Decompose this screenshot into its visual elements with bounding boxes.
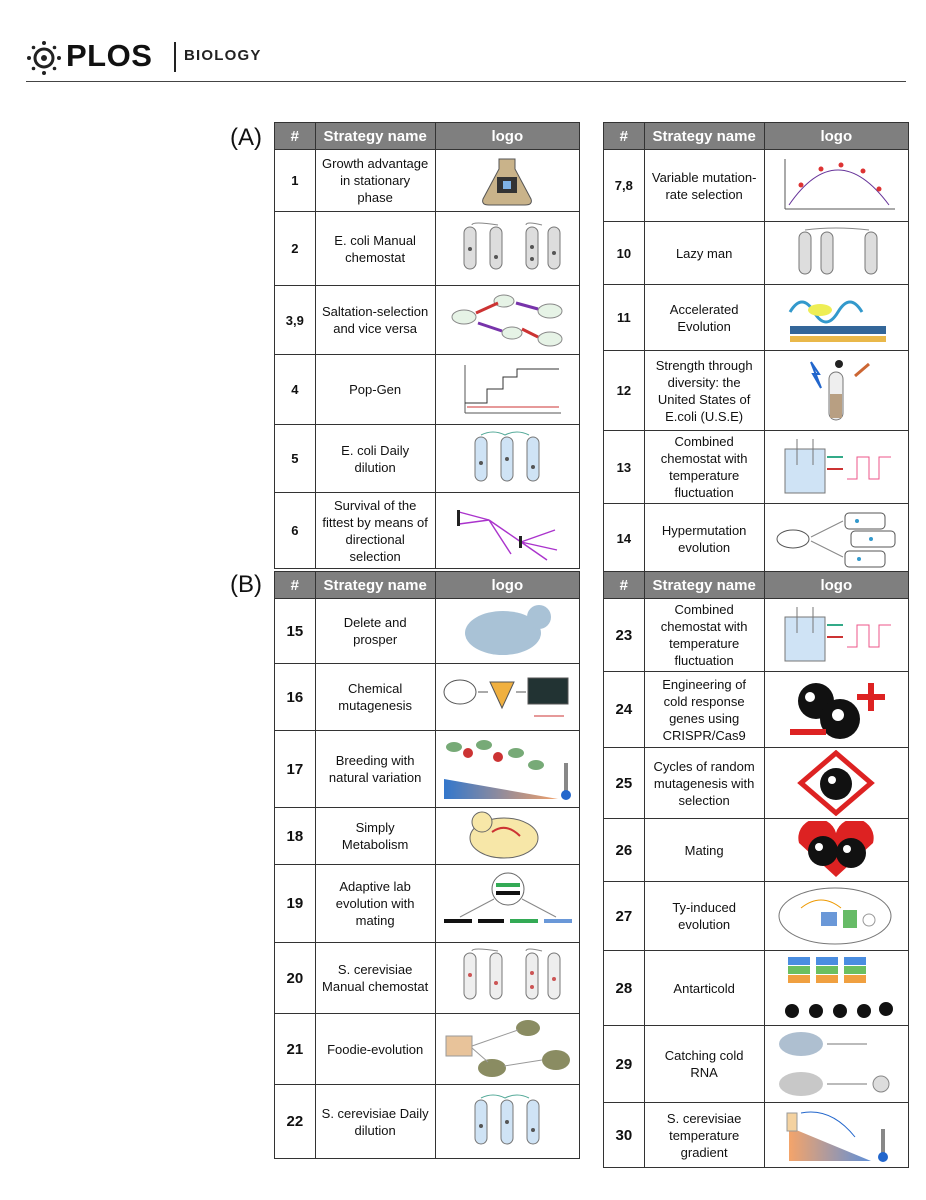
strategy-row bbox=[275, 493, 580, 569]
strategy-number: 27 bbox=[604, 882, 645, 951]
strategy-number: 30 bbox=[604, 1103, 645, 1168]
strategy-row bbox=[275, 286, 580, 355]
strategy-row bbox=[275, 664, 580, 731]
strategy-row bbox=[604, 599, 909, 672]
strategy-name: E. coli Daily dilution bbox=[315, 425, 435, 493]
strategy-name: Variable mutation-rate selection bbox=[644, 150, 764, 222]
strategy-logo bbox=[435, 493, 579, 569]
strategy-table-b-left bbox=[274, 571, 580, 1159]
column-header-number: # bbox=[604, 123, 645, 150]
strategy-logo bbox=[435, 1085, 579, 1159]
strategy-logo bbox=[764, 431, 908, 504]
dilution-tubes-icon bbox=[457, 429, 557, 489]
strategy-table-b-right bbox=[603, 571, 909, 1168]
strategy-table-a-left bbox=[274, 122, 580, 569]
strategy-name: Antarticold bbox=[644, 951, 764, 1026]
strategy-row bbox=[604, 1026, 909, 1103]
strategy-logo bbox=[435, 943, 579, 1014]
strategy-row bbox=[604, 1103, 909, 1168]
strategy-logo bbox=[764, 1026, 908, 1103]
header-divider bbox=[26, 81, 906, 82]
branching-icon bbox=[447, 500, 567, 562]
stacked-colonies-icon bbox=[776, 953, 896, 1023]
strategy-number: 28 bbox=[604, 951, 645, 1026]
strategy-logo bbox=[435, 599, 579, 664]
strategy-name: Pop-Gen bbox=[315, 355, 435, 425]
strategy-logo bbox=[764, 1103, 908, 1168]
strategy-row bbox=[275, 355, 580, 425]
heart-yeast-icon bbox=[781, 821, 891, 879]
column-header-name: Strategy name bbox=[644, 123, 764, 150]
strategy-name: E. coli Manual chemostat bbox=[315, 212, 435, 286]
strategy-logo bbox=[435, 808, 579, 865]
cells-cycle-icon bbox=[771, 509, 901, 569]
brand-name: PLOS bbox=[66, 38, 153, 73]
column-header-name: Strategy name bbox=[315, 572, 435, 599]
rna-flow-icon bbox=[771, 1028, 901, 1100]
strategy-number: 29 bbox=[604, 1026, 645, 1103]
strategy-row bbox=[275, 212, 580, 286]
strategy-number: 21 bbox=[275, 1014, 316, 1085]
yeast-cell-icon bbox=[447, 601, 567, 661]
saltation-diagram-icon bbox=[442, 289, 572, 351]
strategy-logo bbox=[435, 731, 579, 808]
crispr-yeast-icon bbox=[776, 675, 896, 745]
gradient-thermometer-icon bbox=[438, 733, 578, 805]
strategy-logo bbox=[764, 222, 908, 285]
strategy-row bbox=[275, 1014, 580, 1085]
strategy-number: 24 bbox=[604, 672, 645, 748]
strategy-logo bbox=[764, 150, 908, 222]
strategy-name: Foodie-evolution bbox=[315, 1014, 435, 1085]
journal-header bbox=[26, 36, 906, 82]
strategy-name: S. cerevisiae Manual chemostat bbox=[315, 943, 435, 1014]
strategy-number: 12 bbox=[604, 351, 645, 431]
strategy-logo bbox=[764, 819, 908, 882]
strategy-row bbox=[275, 943, 580, 1014]
strategy-name: Growth advantage in stationary phase bbox=[315, 150, 435, 212]
chemostat-icon bbox=[771, 603, 901, 667]
strategy-logo bbox=[435, 355, 579, 425]
strategy-row bbox=[604, 672, 909, 748]
strategy-row bbox=[275, 808, 580, 865]
strategy-logo bbox=[435, 150, 579, 212]
strategy-logo bbox=[764, 672, 908, 748]
yeast-metabolism-icon bbox=[452, 810, 562, 862]
strategy-number: 13 bbox=[604, 431, 645, 504]
strategy-number: 14 bbox=[604, 504, 645, 574]
strategy-number: 7,8 bbox=[604, 150, 645, 222]
strategy-number: 20 bbox=[275, 943, 316, 1014]
strategy-number: 5 bbox=[275, 425, 316, 493]
strategy-name: Breeding with natural variation bbox=[315, 731, 435, 808]
wave-arrows-icon bbox=[776, 288, 896, 348]
strategy-number: 19 bbox=[275, 865, 316, 943]
strategy-number: 1 bbox=[275, 150, 316, 212]
panel-label-a: (A) bbox=[230, 124, 262, 151]
strategy-number: 11 bbox=[604, 285, 645, 351]
foodie-icon bbox=[438, 1016, 578, 1082]
strategy-number: 4 bbox=[275, 355, 316, 425]
strategy-logo bbox=[764, 599, 908, 672]
strategy-number: 26 bbox=[604, 819, 645, 882]
strategy-name: Adaptive lab evolution with mating bbox=[315, 865, 435, 943]
dilution-tubes-icon bbox=[457, 1092, 557, 1152]
strategy-name: Combined chemostat with temperature fluctuation bbox=[644, 431, 764, 504]
column-header-logo: logo bbox=[435, 123, 579, 150]
column-header-logo: logo bbox=[764, 123, 908, 150]
strategy-number: 25 bbox=[604, 748, 645, 819]
strategy-name: Catching cold RNA bbox=[644, 1026, 764, 1103]
strategy-number: 15 bbox=[275, 599, 316, 664]
strategy-number: 18 bbox=[275, 808, 316, 865]
strategy-number: 22 bbox=[275, 1085, 316, 1159]
strategy-name: Delete and prosper bbox=[315, 599, 435, 664]
temp-gradient-icon bbox=[771, 1105, 901, 1165]
strategy-row bbox=[275, 599, 580, 664]
strategy-logo bbox=[764, 504, 908, 574]
strategy-logo bbox=[435, 664, 579, 731]
strategy-row bbox=[275, 150, 580, 212]
test-tubes-icon bbox=[442, 219, 572, 279]
strategy-name: Mating bbox=[644, 819, 764, 882]
parabola-graph-icon bbox=[771, 155, 901, 217]
strategy-logo bbox=[764, 351, 908, 431]
strategy-name: Simply Metabolism bbox=[315, 808, 435, 865]
column-header-name: Strategy name bbox=[315, 123, 435, 150]
ems-plating-icon bbox=[438, 666, 578, 728]
strategy-logo bbox=[435, 865, 579, 943]
strategy-row bbox=[604, 819, 909, 882]
tube-hazard-icon bbox=[781, 358, 891, 424]
strategy-row bbox=[604, 285, 909, 351]
strategy-logo bbox=[764, 748, 908, 819]
strategy-logo bbox=[435, 286, 579, 355]
strategy-row bbox=[275, 1085, 580, 1159]
column-header-logo: logo bbox=[435, 572, 579, 599]
strategy-logo bbox=[435, 425, 579, 493]
mating-bars-icon bbox=[438, 869, 578, 939]
strategy-row bbox=[604, 431, 909, 504]
strategy-row bbox=[604, 882, 909, 951]
strategy-logo bbox=[435, 1014, 579, 1085]
strategy-name: Accelerated Evolution bbox=[644, 285, 764, 351]
strategy-name: Hypermutation evolution bbox=[644, 504, 764, 574]
strategy-row bbox=[604, 351, 909, 431]
strategy-row bbox=[604, 222, 909, 285]
strategy-logo bbox=[435, 212, 579, 286]
panel-label-b: (B) bbox=[230, 571, 262, 598]
strategy-number: 3,9 bbox=[275, 286, 316, 355]
strategy-row bbox=[275, 865, 580, 943]
strategy-name: Combined chemostat with temperature fluctuation bbox=[644, 599, 764, 672]
strategy-name: Chemical mutagenesis bbox=[315, 664, 435, 731]
strategy-name: Ty-induced evolution bbox=[644, 882, 764, 951]
step-graph-icon bbox=[447, 359, 567, 421]
journal-name: BIOLOGY bbox=[184, 47, 262, 64]
strategy-name: Lazy man bbox=[644, 222, 764, 285]
brand-divider bbox=[174, 42, 176, 72]
strategy-name: Engineering of cold response genes using CRISPR/Cas9 bbox=[644, 672, 764, 748]
strategy-number: 23 bbox=[604, 599, 645, 672]
column-header-number: # bbox=[275, 572, 316, 599]
strategy-number: 6 bbox=[275, 493, 316, 569]
flask-icon bbox=[447, 155, 567, 207]
strategy-row bbox=[604, 951, 909, 1026]
strategy-row bbox=[275, 425, 580, 493]
strategy-name: S. cerevisiae temperature gradient bbox=[644, 1103, 764, 1168]
strategy-name: S. cerevisiae Daily dilution bbox=[315, 1085, 435, 1159]
red-tubes-icon bbox=[442, 945, 572, 1011]
ty-cell-icon bbox=[771, 884, 901, 948]
lazy-tubes-icon bbox=[781, 224, 891, 282]
strategy-name: Cycles of random mutagenesis with selection bbox=[644, 748, 764, 819]
strategy-name: Saltation-selection and vice versa bbox=[315, 286, 435, 355]
strategy-row bbox=[604, 150, 909, 222]
strategy-number: 2 bbox=[275, 212, 316, 286]
strategy-logo bbox=[764, 285, 908, 351]
strategy-row bbox=[275, 731, 580, 808]
strategy-table-a-right bbox=[603, 122, 909, 574]
strategy-logo bbox=[764, 882, 908, 951]
strategy-row bbox=[604, 748, 909, 819]
strategy-number: 10 bbox=[604, 222, 645, 285]
hazard-diamond-icon bbox=[796, 750, 876, 816]
strategy-row bbox=[604, 504, 909, 574]
chemostat-icon bbox=[771, 435, 901, 499]
column-header-number: # bbox=[604, 572, 645, 599]
strategy-number: 16 bbox=[275, 664, 316, 731]
plos-logo-icon bbox=[26, 40, 62, 76]
strategy-name: Strength through diversity: the United States of E.coli (U.S.E) bbox=[644, 351, 764, 431]
strategy-name: Survival of the fittest by means of directional selection bbox=[315, 493, 435, 569]
column-header-name: Strategy name bbox=[644, 572, 764, 599]
column-header-number: # bbox=[275, 123, 316, 150]
column-header-logo: logo bbox=[764, 572, 908, 599]
strategy-number: 17 bbox=[275, 731, 316, 808]
strategy-logo bbox=[764, 951, 908, 1026]
